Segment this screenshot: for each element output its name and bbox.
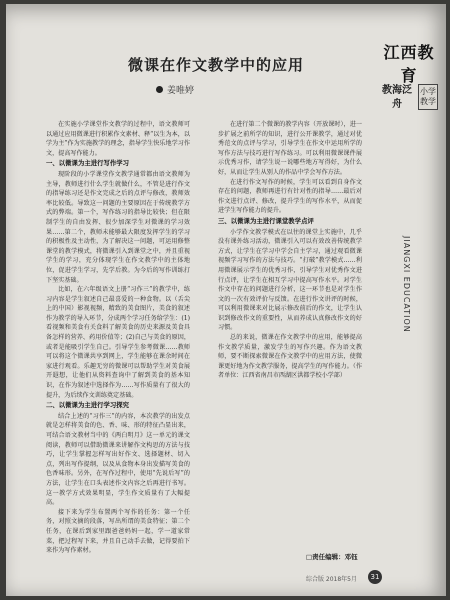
magazine-name: 江西教育	[383, 43, 435, 85]
body-paragraph: 接下来为学生布置两个写作的任务：第一个任务，对照文摘的段落，写出所谓的美食特征；第二个任务，在课后到家里跟爸爸妈妈一起，学一道家常菜，把过程写下来，并且自己动手去做，记得要拍下来作为写作素材。	[46, 508, 190, 555]
section-heading: 一、以微课为主进行写作学习	[46, 159, 130, 168]
body-paragraph: 现阶段的小学课堂作文教学通常都由语文教师为主导，教师进行什么学生就做什么，不管是进行作文的指导练习还是作文完成之后的点评与修改，教师效率比较低。导致这一问题的主要原因在于传统教学方式的弊端。第一个，写作练习的指导比较快；但在限制学生的自由发挥、很少加深学生对微课的学习效果……第二个，教师未能够最大限度发挥学生的学习的积极性及主动性，为了解决这一问题，可运用修整课堂的教学模式，将微课引入到课堂之中，并且重视学生的学习，充分体现学生在作文教学中的主体地位，促进学生学习，先学后教。为今后的写作训练打下坚实基础。	[46, 170, 190, 284]
section-heading: 三、以微课为主进行课堂教学点评	[218, 216, 314, 225]
body-paragraph: 小学作文教学模式在以往的课堂上实施中，几乎没有课外练习活动，微课引入可以有效改善传统教学方式，让学生在学习中学会自主学习，通过观看微课视频学习写作的方法与技巧。“打破”教学模式……利用微课展示学生的优秀习作，引导学生对优秀作文进行点评，让学生在相互学习中提高写作水平。对学生作文中存在的问题进行分析，这一环节也是对学生作文的一次有效评价与反馈。在进行作文讲评的时候，可以利用微课来对比展示修改前后的作文，让学生认识到修改作文的重要性，从而养成认真修改作文的好习惯。	[218, 228, 362, 332]
body-paragraph: 在进行作文写作的时候，学生可以看到自身作文存在的问题，教师再进行有针对性的指导……最后对作文进行点评、修改，提升学生的写作水平，从而促进学生写作能力的提升。	[218, 178, 362, 215]
magazine-page	[6, 4, 446, 596]
issue-footer: 综合版 2018年5月	[306, 576, 357, 583]
responsible-editor: □责任编辑：邓钰	[306, 553, 358, 561]
author-name: 姜唯婷	[167, 86, 195, 96]
body-paragraph: 在进行第二个微课的教学内容（开放课时），进一步扩展之前所学的知识，进行公开课教学，通过对优秀范文的点评与学习，引导学生在作文中运用所学的写作方法与技巧进行写作练习。可以利用微课课件展示优秀习作，请学生说一说哪些地方写得好，为什么好，从而让学生从别人的作品中学会写作方法。	[218, 121, 362, 176]
section-heading: 二、以微课为主进行学习探究	[46, 401, 130, 410]
magazine-sidebar	[372, 4, 446, 596]
column-name: 教海泛舟	[382, 85, 412, 110]
body-paragraph: 总的来说，微课在作文教学中的应用，能够提高作文教学质量，激发学生的写作兴趣。作为语文教师，要不断探索微课在作文教学中的应用方法，使微课更好地为作文教学服务，提高学生的写作能力。（作者单位：江西省南昌市西湖区洪都学校小学部）	[218, 334, 362, 380]
body-paragraph: 结合上述的“习作三”的内容，本次教学的出发点就是怎样将美食的色、香、味、形的特征凸显出来，可结合语文教材当中的《两白明月》这一单元的课文阅读，教师可以借助微课来讲解作文构思的方法与技巧，让学生掌握怎样写出好作文、选择题材、切入点，列出写作提纲，以及从食物本身出发描写美食的色香味形。另外，在写作过程中，使用“先说后写”的方法，让学生在口头表述作文内容之后再进行书写。这一教学方式效果明显，学生作文质量有了大幅提高。	[46, 412, 190, 507]
column-sub: 小学教学	[420, 87, 436, 106]
bullet-dot-icon	[156, 86, 163, 93]
article-author	[156, 83, 276, 96]
article-left-column	[46, 120, 190, 556]
body-paragraph: 比如，在六年级语文上册“习作三”的教学中，练习内容是学生叙述自己最喜爱的一种食物。以（舌尖上的中国）影视视频，精致的美食图片，美食的叙述作为教学的导入环节，分成两个学习任务给学生：(1)看视频和美食有关食料了解美食的历史来源及美食具备怎样的营养、药用价值等；(2)自己与美食的原因，或者是能吸引学生自己。引导学生参考微课……教师可以将这个微课共享到网上，学生能够在课余时间在家进行观看。乐趣无穷的微课可以帮助学生对美食展开遐想，让他们从资料查询中了解到美食的基本知识，在作为叙述中选择作为……写作质量有了很大的提升，为后续作文训练奠定基础。	[46, 286, 190, 399]
magazine-english-name: JIANGXI EDUCATION	[402, 236, 411, 333]
page-number: 31	[368, 570, 382, 584]
column-sub-box	[418, 84, 438, 110]
article-title: 微课在作文教学中的应用	[127, 56, 304, 74]
article-right-column	[218, 120, 362, 381]
body-paragraph: 在实施小学课堂作文教学的过程中，语文教师可以通过应用微课进行积累作文素材、释“以生为本，以学为主”作为实施教学的理念，指导学生快乐地学习作文，提高写作能力。	[46, 121, 190, 157]
